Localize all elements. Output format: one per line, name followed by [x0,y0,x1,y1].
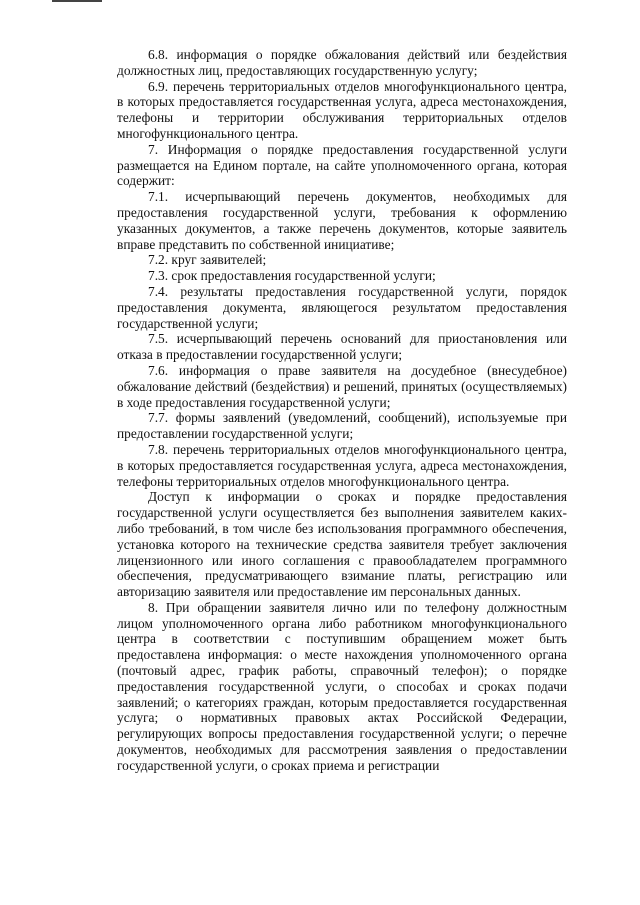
paragraph-7: 7. Информация о порядке предоставления государственной услуги размещается на Едином портале, на сайте уполномоченного органа, которая содержит: [117,141,567,189]
scan-edge-mark [52,0,102,2]
paragraph-6-9: 6.9. перечень территориальных отделов многофункционального центра, в которых предоставляется государственная услуга, адреса местонахождения, телефоны и территории обслуживания территориальных отделов многофункционального центра. [117,78,567,141]
paragraph-7-3: 7.3. срок предоставления государственной услуги; [148,268,436,284]
paragraph-8: 8. При обращении заявителя лично или по телефону должностным лицом уполномоченного органа либо работником многофункционального центра в соответствии с поступившим обращением может быть предоставлена информация: о месте нахождения уполномоченного органа (почтовый адрес, график работы, справочный телефон); о порядке предоставления государственной услуги, о способах и сроках подачи заявлений; о категориях граждан, которым предоставляется государственная услуга; о нормативных правовых актах Российской Федерации, регулирующих вопросы предоставления государственной услуги; о перечне документов, необходимых для рассмотрения заявления о предоставлении государственной услуги, о сроках приема и регистрации [117,599,567,773]
paragraph-7-4: 7.4. результаты предоставления государственной услуги, порядок предоставления документа, являющегося результатом предоставления государственной услуги; [117,283,567,331]
paragraph-7-7: 7.7. формы заявлений (уведомлений, сообщений), используемые при предоставлении государственной услуги; [117,410,567,442]
paragraph-7-2: 7.2. круг заявителей; [148,252,267,268]
paragraph-7-8: 7.8. перечень территориальных отделов многофункционального центра, в которых предоставляется государственная услуга, адреса местонахождения, телефоны территориальных отделов многофункционального центра. [117,441,567,489]
paragraph-7-6: 7.6. информация о праве заявителя на досудебное (внесудебное) обжалование действий (бездействия) и решений, принятых (осуществляемых) в ходе предоставления государственной услуги; [117,362,567,410]
paragraph-7-5: 7.5. исчерпывающий перечень оснований для приостановления или отказа в предоставлении государственной услуги; [117,331,567,363]
paragraph-7-1: 7.1. исчерпывающий перечень документов, необходимых для предоставления государственной услуги, требования к оформлению указанных документов, а также перечень документов, которые заявитель вправе представить по собственной инициативе; [117,189,567,252]
document-page [117,47,567,774]
paragraph-access: Доступ к информации о сроках и порядке предоставления государственной услуги осуществляется без выполнения заявителем каких-либо требований, в том числе без использования программного обеспечения, установка которого на технические средства заявителя требует заключения лицензионного или иного соглашения с правообладателем программного обеспечения, предусматривающего взимание платы, регистрацию или авторизацию заявителя или предоставление им персональных данных. [117,489,567,600]
paragraph-6-8: 6.8. информация о порядке обжалования действий или бездействия должностных лиц, предоставляющих государственную услугу; [117,47,567,78]
